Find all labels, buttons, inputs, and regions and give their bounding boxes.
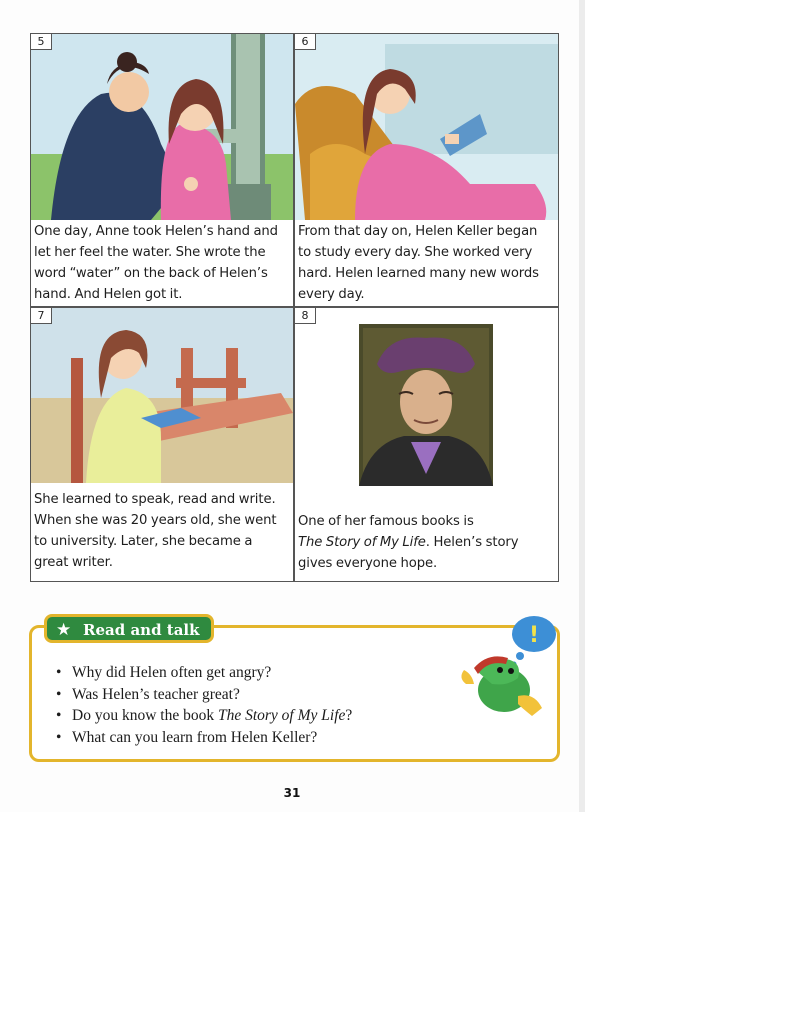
caption-line: great writer. [34,555,113,570]
illustration-school-desk [31,308,293,483]
question-text: Was Helen’s teacher great? [72,685,240,703]
panel-number: 6 [295,34,316,50]
caption-line: word “water” on the back of Helen’s [34,266,268,281]
list-item [56,684,352,706]
question-list [56,662,352,748]
caption-line: every day. [298,287,365,302]
caption-line: to study every day. She worked very [298,245,533,260]
panel-number: 8 [295,308,316,324]
story-panel-7 [31,308,293,581]
read-and-talk-header [44,614,214,643]
page-edge [579,0,585,812]
caption-line: to university. Later, she became a [34,534,253,549]
caption-line: hard. Helen learned many new words [298,266,539,281]
caption-text: . Helen’s story [425,535,519,550]
list-item [56,705,352,727]
panel-caption [34,489,289,573]
dinosaur-icon [461,656,542,716]
caption-line: From that day on, Helen Keller began [298,224,538,239]
story-panel-5 [31,34,293,306]
caption-line: hand. And Helen got it. [34,287,183,302]
caption-line: gives everyone hope. [298,556,438,571]
book-title: The Story of My Life [298,535,426,550]
panel-caption [298,511,554,574]
panel-caption [34,221,289,305]
caption-line: let her feel the water. She wrote the [34,245,266,260]
exclamation-mark: ! [528,623,540,648]
illustration-portrait [359,324,493,486]
caption-line: When she was 20 years old, she went [34,513,277,528]
section-title: Read and talk [83,621,200,639]
bullet-icon: • [56,664,62,681]
list-item [56,662,352,684]
star-icon: ★ [56,620,72,640]
mascot-illustration [448,612,560,720]
question-text: What can you learn from Helen Keller? [72,728,318,746]
caption-line: She learned to speak, read and write. [34,492,276,507]
story-panel-grid [30,33,559,582]
bullet-icon: • [56,707,62,724]
panel-number: 7 [31,308,52,324]
panel-number: 5 [31,34,52,50]
panel-caption [298,221,554,305]
bullet-icon: • [56,685,62,703]
story-panel-6 [295,34,558,306]
question-text: ? [345,707,353,724]
caption-line [298,532,554,553]
list-item [56,727,352,749]
speech-bubble-icon [512,616,557,667]
question-text: Do you know the book [72,707,218,724]
caption-line: One of her famous books is [298,514,474,529]
story-panel-8 [295,308,558,581]
book-title: The Story of My Life [217,707,346,724]
illustration-water-pump [31,34,293,220]
page-number: 31 [283,786,301,800]
caption-line: One day, Anne took Helen’s hand and [34,224,278,239]
question-text: Why did Helen often get angry? [72,664,272,681]
illustration-reading-armchair [295,34,558,220]
bullet-icon: • [56,728,62,746]
